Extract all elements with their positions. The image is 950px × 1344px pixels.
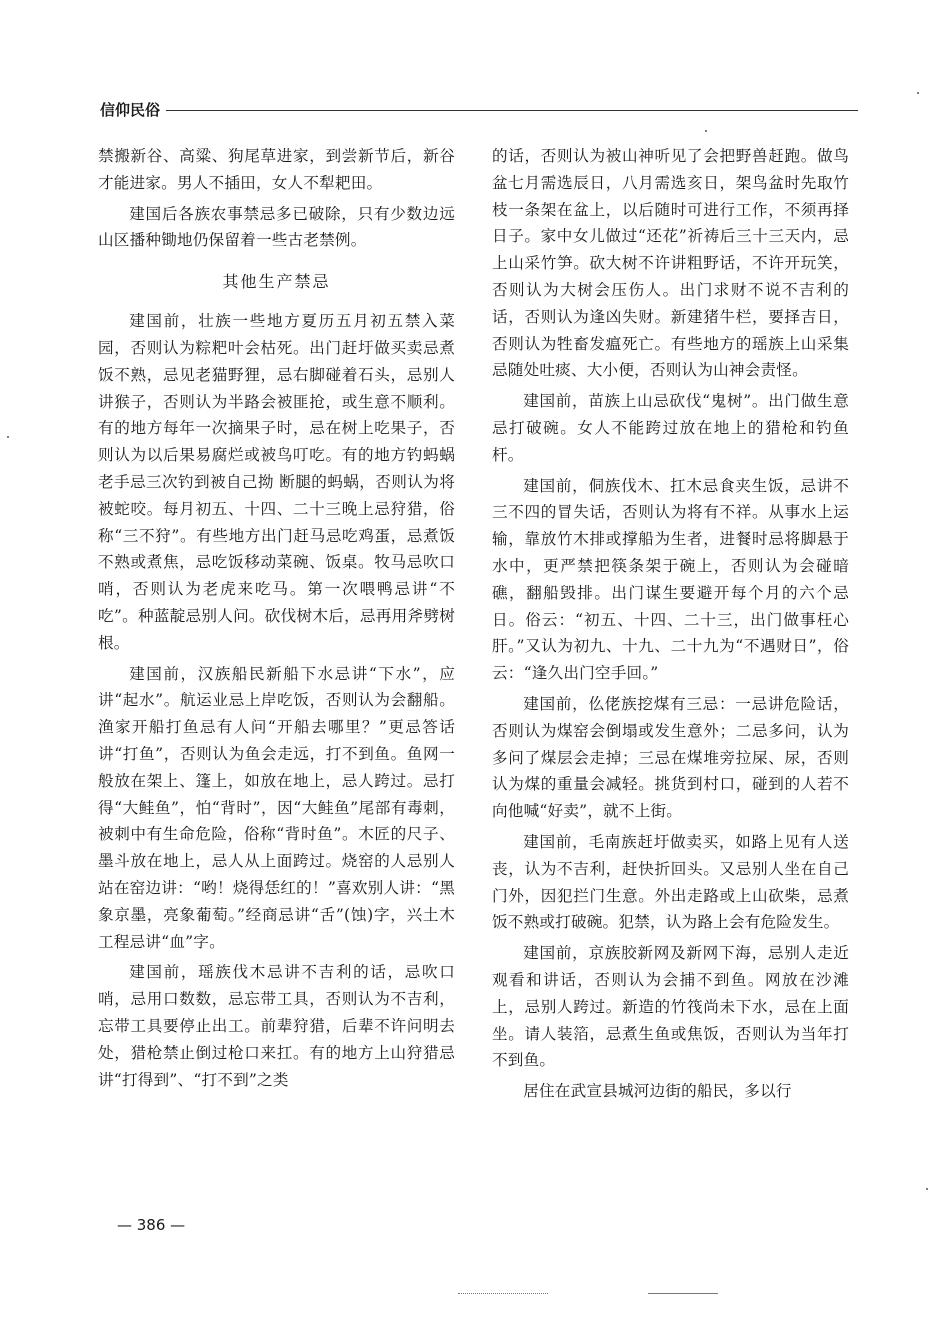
paragraph: 建国后各族农事禁忌多已破除，只有少数边远山区播种锄地仍保留着一些古老禁例。: [98, 204, 455, 250]
header-title: 信仰民俗: [100, 99, 166, 121]
paragraph: 建国前，京族胶新网及新网下海，忌别人走近观看和讲话，否则认为会捕不到鱼。网放在沙滩上，忌别人跨过。新造的竹筏尚未下水，忌在上面坐。请人装箔，忌煮生鱼或焦饭，否则认为当年打不到鱼。: [492, 944, 849, 1070]
paragraph: 建国前，汉族船民新船下水忌讲“下水”，应讲“起水”。航运业忌上岸吃饭，否则认为会翻船。渔家开船打鱼忌有人问“开船去哪里？”更忌答话讲“打鱼”，否则认为鱼会走远，打不到鱼。鱼网一般放在架上、篷上，如放在地上，忌人跨过。忌打得“大鲑鱼”，怕“背时”，因“大鲑鱼”尾部有毒刺，被刺中有生命危险，俗称“背时鱼”。木匠的尺子、墨斗放在地上，忌人从上面跨过。烧窑的人忌别人站在窑边讲：“哟！烧得恁红的！”喜欢别人讲：“黑象京墨，亮象葡萄。”经商忌讲“舌”(蚀)字，兴土木工程忌讲“血”字。: [98, 664, 455, 951]
paragraph: 的话，否则认为被山神听见了会把野兽赶跑。做鸟盆七月需选辰日，八月需选亥日，架鸟盆时先取竹枝一条架在盆上，以后随时可进行工作，不须再择日子。家中女儿做过“还花”祈祷后三十三天内，忌上山采竹笋。砍大树不许讲粗野话，不许开玩笑，否则认为大树会压伤人。出门求财不说不吉利的话，否则认为逢凶失财。新建猪牛栏，要择吉日，否则认为牲畜发瘟死亡。有些地方的瑶族上山采集忌随处吐痰、大小便，否则认为山神会责怪。: [492, 147, 849, 380]
running-header: [100, 99, 858, 121]
paragraph: 禁搬新谷、高粱、狗尾草进家，到尝新节后，新谷才能进家。男人不插田，女人不犁耙田。: [98, 147, 455, 192]
paragraph: 建国前，瑶族伐木忌讲不吉利的话，忌吹口哨，忌用口数数，忌忘带工具，否则认为不吉利，忘带工具要停止出工。前辈狩猎，后辈不许问明去处，猎枪禁止倒过枪口来扛。有的地方上山狩猎忌讲“打得到”、“打不到”之类: [98, 963, 455, 1089]
scan-artifact: [705, 130, 707, 132]
scan-artifact: [926, 1188, 928, 1190]
scan-artifact: [7, 436, 9, 438]
section-heading: 其他生产禁忌: [222, 272, 331, 292]
header-rule: [100, 110, 858, 111]
paragraph: 建国前，苗族上山忌砍伐“鬼树”。出门做生意忌打破碗。女人不能跨过放在地上的猎枪和钓鱼杆。: [492, 392, 849, 464]
right-column: [492, 143, 849, 1109]
scan-artifact: [458, 1293, 548, 1294]
page-number: — 386 —: [117, 1216, 186, 1234]
paragraph: 建国前，仫佬族挖煤有三忌：一忌讲危险话，否则认为煤窑会倒塌或发生意外；二忌多问，认为多问了煤层会走掉；三忌在煤堆旁拉屎、尿，否则认为煤的重量会减轻。挑货到村口，碰到的人若不向他喊“好卖”，就不上街。: [492, 694, 849, 821]
paragraph: 居住在武宣县城河边街的船民，多以行: [523, 1082, 792, 1101]
scan-artifact: [648, 1293, 718, 1294]
paragraph: 建国前，毛南族赶圩做卖买，如路上见有人送丧，认为不吉利，赶快折回头。又忌别人坐在自己门外，因犯拦门生意。外出走路或上山砍柴，忌煮饭不熟或打破碗。犯禁，认为路上会有危险发生。: [492, 832, 849, 932]
left-column: [98, 143, 455, 1097]
paragraph: 建国前，侗族伐木、扛木忌食夹生饭，忌讲不三不四的冒失话，否则认为将有不祥。从事水上运输，靠放竹木排或撑船为生者，进餐时忌将脚悬于水中，更严禁把筷条架于碗上，否则认为会碰暗礁，翻船毁排。出门谋生要避开每个月的六个忌日。俗云：“初五、十四、二十三，出门做事枉心肝。”又认为初九、十九、二十九为“不遇财日”，俗云：“逢久出门空手回。”: [492, 476, 849, 683]
scan-artifact: [917, 92, 919, 94]
paragraph: 建国前，壮族一些地方夏历五月初五禁入菜园，否则认为粽粑叶会枯死。出门赶圩做买卖忌煮饭不熟，忌见老猫野狸，忌右脚碰着石头，忌别人讲猴子，否则认为半路会被匪抢，或生意不顺利。有的地方每年一次摘果子时，忌在树上吃果子，否则认为以后果易腐烂或被鸟叮吃。有的地方钓蚂蜗老手忌三次钓到被自己拗 断腿的蚂蜗，否则认为将被蛇咬。每月初五、十四、二十三晚上忌狩猎，俗称“三不狩”。有些地方出门赶马忌吃鸡蛋，忌煮饭不熟或煮焦，忌吃饭移动菜碗、饭桌。牧马忌吹口哨，否则认为老虎来吃马。第一次喂鸭忌讲“不吃”。种蓝靛忌别人问。砍伐树木后，忌再用斧劈树根。: [98, 312, 455, 652]
